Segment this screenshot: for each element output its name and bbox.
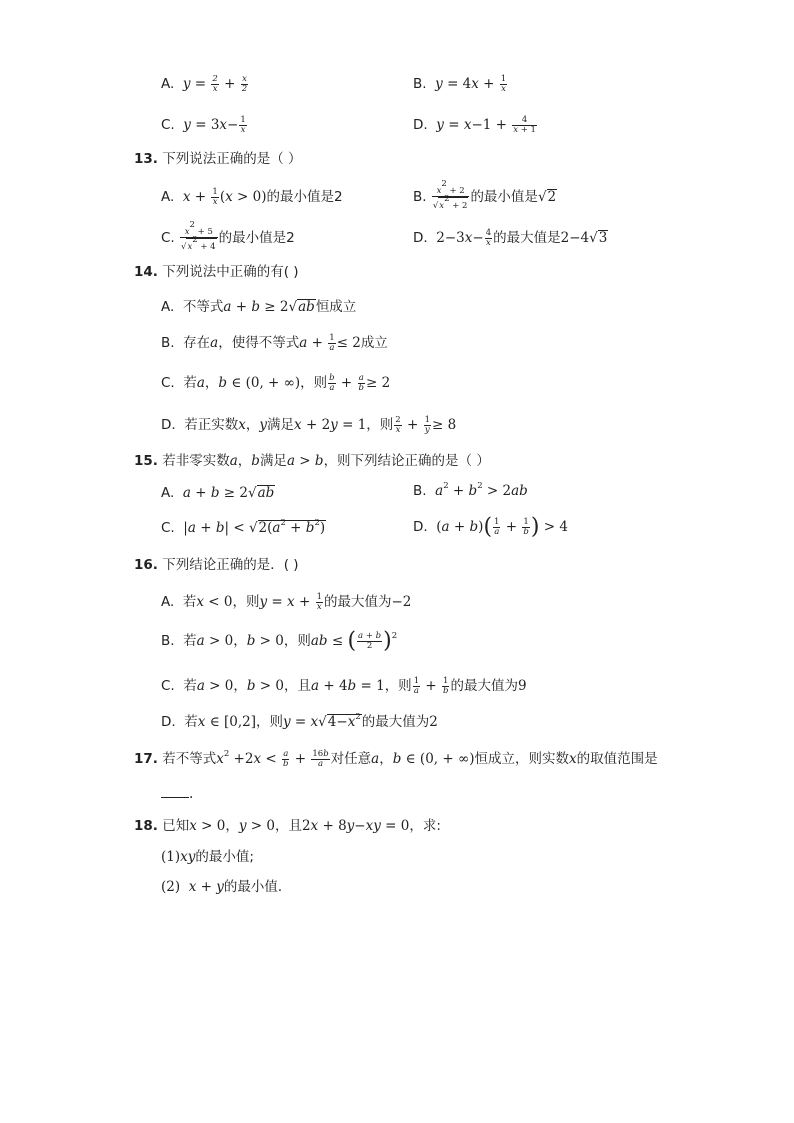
question-17: 17. 若不等式$x^2 +2x$ < $\frac{a}{b}$ + $\frac{16b}{a}$ 对任意a，b ∈ (0, + ∞)恒成立，则实数x的取值范围是 [134, 748, 658, 769]
q14-option-b: B. 存在a，使得不等式a + $\frac{1}{a}$ ≤ 2成立 [161, 333, 388, 353]
option-c: C. y = 3x− $\frac{1}{x}$ [161, 115, 246, 135]
q15-option-c: C. $|a + b| < √2(a^2 + b^2)$ [161, 518, 326, 536]
q13-option-c: C. $\frac{x^2 + 5}{√x^2 + 4}$ 的最小值是2 [161, 220, 295, 252]
question-18: 18. 已知x > 0，y > 0，且2x + 8y−xy = 0，求: [134, 818, 441, 834]
option-label: C. [161, 116, 175, 133]
option-a: A. y = $\frac{2}{x}$ + $\frac{x}{2}$ [161, 74, 248, 94]
q14-option-a: A. 不等式a + b ≥ 2√ab恒成立 [161, 299, 357, 315]
question-number: 13. [134, 151, 158, 167]
q18-part-2: (2) x + y的最小值． [161, 879, 292, 895]
option-label: D. [413, 116, 428, 133]
option-label: A. [161, 75, 175, 92]
option-label: B. [413, 75, 427, 92]
q16-option-b: B. 若a > 0，b > 0，则ab ≤ ( $\frac{a + b}{2}$ )$^2$ [161, 628, 398, 654]
question-14: 14. 下列说法中正确的有( ) [134, 264, 299, 280]
answer-blank[interactable]: . [161, 788, 193, 802]
q16-option-a: A. 若x < 0，则y = x + $\frac{1}{x}$ 的最大值为−2 [161, 592, 412, 612]
question-stem: 下列说法正确的是（ ） [162, 151, 302, 167]
q16-option-c: C. 若a > 0，b > 0，且a + 4b = 1，则 $\frac{1}{a}$ + $\frac{1}{b}$ 的最大值为9 [161, 676, 527, 696]
q14-option-d: D. 若正实数x，y满足x + 2y = 1，则 $\frac{2}{x}$ + $\frac{1}{y}$ ≥ 8 [161, 415, 457, 435]
q16-option-d: D. 若x ∈ [0,2]，则$y = x√4-x^2$的最大值为2 [161, 712, 438, 730]
option-b: B. y = 4x + $\frac{1}{x}$ [413, 74, 507, 94]
question-13 [134, 153, 302, 167]
q15-option-d: D. (a + b)( $\frac{1}{a}$ + $\frac{1}{b}$ ) > 4 [413, 514, 568, 540]
question-15: 15. 若非零实数a，b满足a > b，则下列结论正确的是（ ） [134, 453, 490, 469]
q18-part-1: (1)xy的最小值; [161, 849, 254, 865]
q13-option-d: D. 2−3x− $\frac{4}{x}$ 的最大值是2−4√3 [413, 228, 608, 248]
option-d: D. y = x−1 + $\frac{4}{x + 1}$ [413, 115, 536, 135]
q13-option-a: A. x + $\frac{1}{x}$ (x > 0)的最小值是2 [161, 187, 343, 207]
q13-option-b: B. $\frac{x^2 + 2}{√x^2 + 2}$ 的最小值是√2 [413, 179, 557, 211]
q15-option-a: A. a + b ≥ 2√ab [161, 485, 275, 501]
q15-option-b: B. $a^2 + b^2 > 2ab$ [413, 481, 528, 499]
question-16: 16. 下列结论正确的是．( ) [134, 557, 299, 573]
q14-option-c: C. 若a，b ∈ (0, + ∞)，则 $\frac{b}{a}$ + $\frac{a}{b}$ ≥ 2 [161, 373, 391, 393]
